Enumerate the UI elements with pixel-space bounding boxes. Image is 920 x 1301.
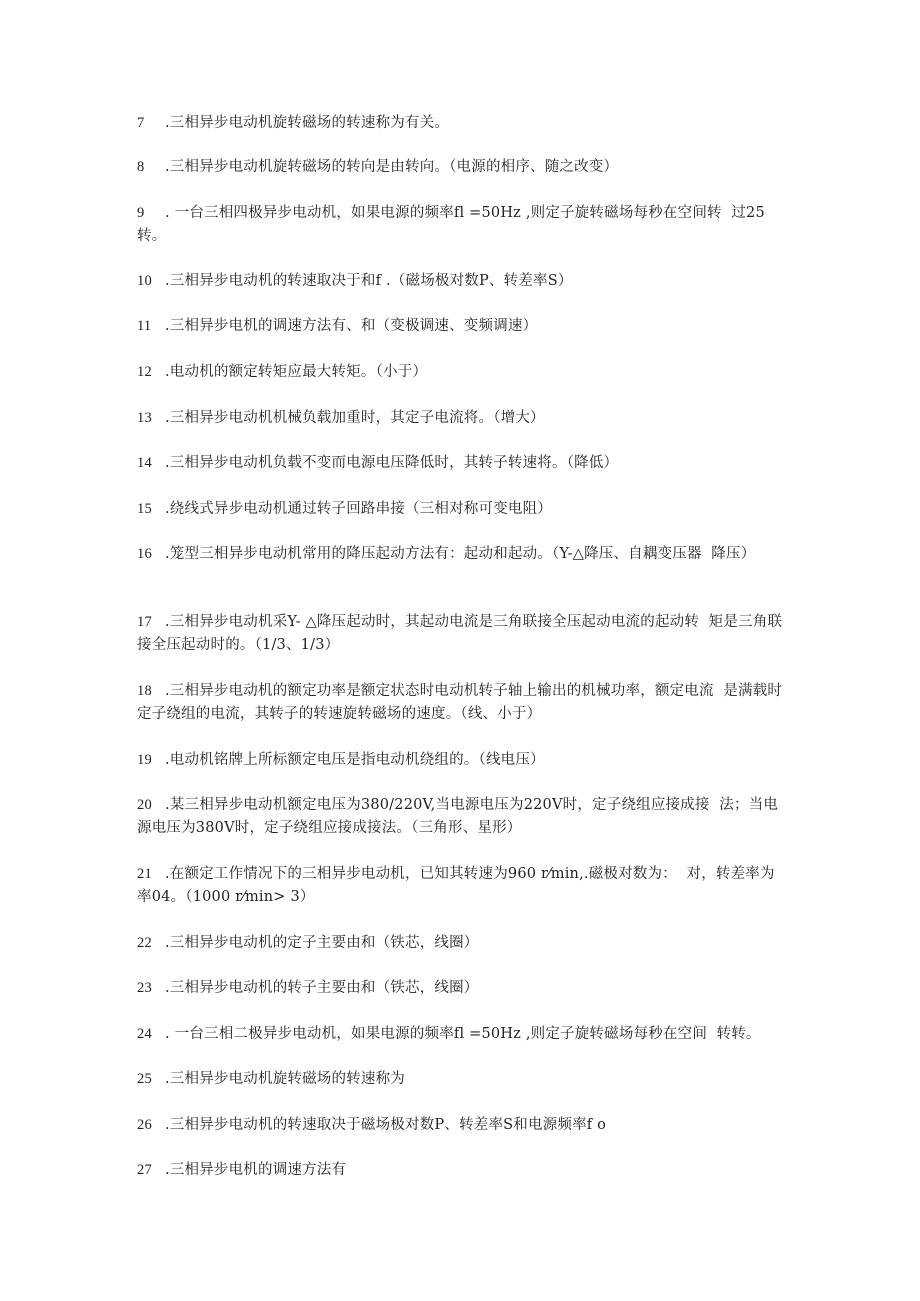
- question-item: [137, 680, 787, 726]
- question-number: 17: [137, 614, 152, 630]
- question-number: 11: [137, 318, 152, 334]
- question-number: 24: [137, 1026, 152, 1042]
- question-number: 12: [137, 364, 152, 380]
- question-text: .三相异步电动机采Y- △降压起动时，其起动电流是三角联接全压起动电流的起动转 矩是三角联接全压起动时的。（1/3、1/3）: [137, 614, 783, 653]
- question-text: .三相异步电机的调速方法有: [165, 1162, 347, 1178]
- question-text: .电动机铭牌上所标额定电压是指电动机绕组的。（线电压）: [165, 752, 545, 768]
- question-number: 15: [137, 501, 152, 517]
- question-item: [137, 407, 787, 430]
- question-number: 9: [137, 205, 145, 221]
- question-item: [137, 863, 787, 909]
- question-item: [137, 202, 787, 248]
- question-item: [137, 270, 787, 293]
- question-number: 27: [137, 1162, 152, 1178]
- question-number: 13: [137, 410, 152, 426]
- question-item: [137, 932, 787, 955]
- question-item: [137, 611, 787, 657]
- question-item: [137, 452, 787, 475]
- question-number: 25: [137, 1071, 152, 1087]
- question-number: 7: [137, 115, 145, 131]
- question-text: . 一台三相四极异步电动机，如果电源的频率fl =50Hz ,则定子旋转磁场每秒在空间转 过25转。: [137, 205, 765, 244]
- question-number: 10: [137, 273, 152, 289]
- question-text: .三相异步电动机机械负载加重时，其定子电流将。（增大）: [165, 410, 545, 426]
- question-text: .三相异步电动机负载不变而电源电压降低时，其转子转速将。（降低）: [165, 455, 619, 471]
- question-text: .在额定工作情况下的三相异步电动机，已知其转速为960 r⁄min,.磁极对数为： 对，转差率为率04。（1000 r⁄min> 3）: [137, 866, 775, 905]
- question-item: [137, 315, 787, 338]
- question-item: [137, 749, 787, 772]
- question-number: 19: [137, 752, 152, 768]
- question-item: [137, 1068, 787, 1091]
- question-number: 23: [137, 980, 152, 996]
- question-item: [137, 977, 787, 1000]
- question-item: [137, 498, 787, 521]
- question-text: .三相异步电动机的转速取决于和f .（磁场极对数P、转差率S）: [165, 273, 573, 289]
- question-text: .三相异步电动机旋转磁场的转速称为有关。: [165, 115, 450, 131]
- question-text: .三相异步电动机的额定功率是额定状态时电动机转子轴上输出的机械功率，额定电流 是满载时定子绕组的电流，其转子的转速旋转磁场的速度。（线、小于）: [137, 683, 783, 722]
- question-item: [137, 361, 787, 384]
- question-text: . 一台三相二极异步电动机，如果电源的频率fl =50Hz ,则定子旋转磁场每秒在空间 转转。: [165, 1026, 761, 1042]
- question-number: 8: [137, 159, 145, 175]
- question-item: [137, 1159, 787, 1182]
- question-text: .绕线式异步电动机通过转子回路串接（三相对称可变电阻）: [165, 501, 553, 517]
- question-text: .电动机的额定转矩应最大转矩。（小于）: [165, 364, 428, 380]
- question-text: .笼型三相异步电动机常用的降压起动方法有：起动和起动。（Y-△降压、自耦变压器 降压）: [165, 546, 756, 562]
- question-item: [137, 543, 787, 566]
- question-text: .三相异步电动机的转子主要由和（铁芯，线圈）: [165, 980, 479, 996]
- question-number: 16: [137, 546, 152, 562]
- question-number: 20: [137, 797, 152, 813]
- question-number: 26: [137, 1117, 152, 1133]
- question-number: 21: [137, 866, 152, 882]
- question-number: 22: [137, 935, 152, 951]
- question-text: .某三相异步电动机额定电压为380/220V,当电源电压为220V时，定子绕组应接成接 法；当电源电压为380V时，定子绕组应接成接法。（三角形、星形）: [137, 797, 779, 836]
- question-item: [137, 156, 787, 179]
- question-text: .三相异步电动机的转速取决于磁场极对数P、转差率S和电源频率f o: [165, 1117, 607, 1133]
- question-text: .三相异步电动机旋转磁场的转向是由转向。（电源的相序、随之改变）: [165, 159, 619, 175]
- question-item: [137, 112, 787, 135]
- question-text: .三相异步电动机旋转磁场的转速称为: [165, 1071, 406, 1087]
- question-text: .三相异步电动机的定子主要由和（铁芯，线圈）: [165, 935, 479, 951]
- question-item: [137, 1023, 787, 1046]
- question-item: [137, 1114, 787, 1137]
- question-number: 18: [137, 683, 152, 699]
- question-number: 14: [137, 455, 152, 471]
- question-text: .三相异步电机的调速方法有、和（变极调速、变频调速）: [165, 318, 538, 334]
- question-item: [137, 794, 787, 840]
